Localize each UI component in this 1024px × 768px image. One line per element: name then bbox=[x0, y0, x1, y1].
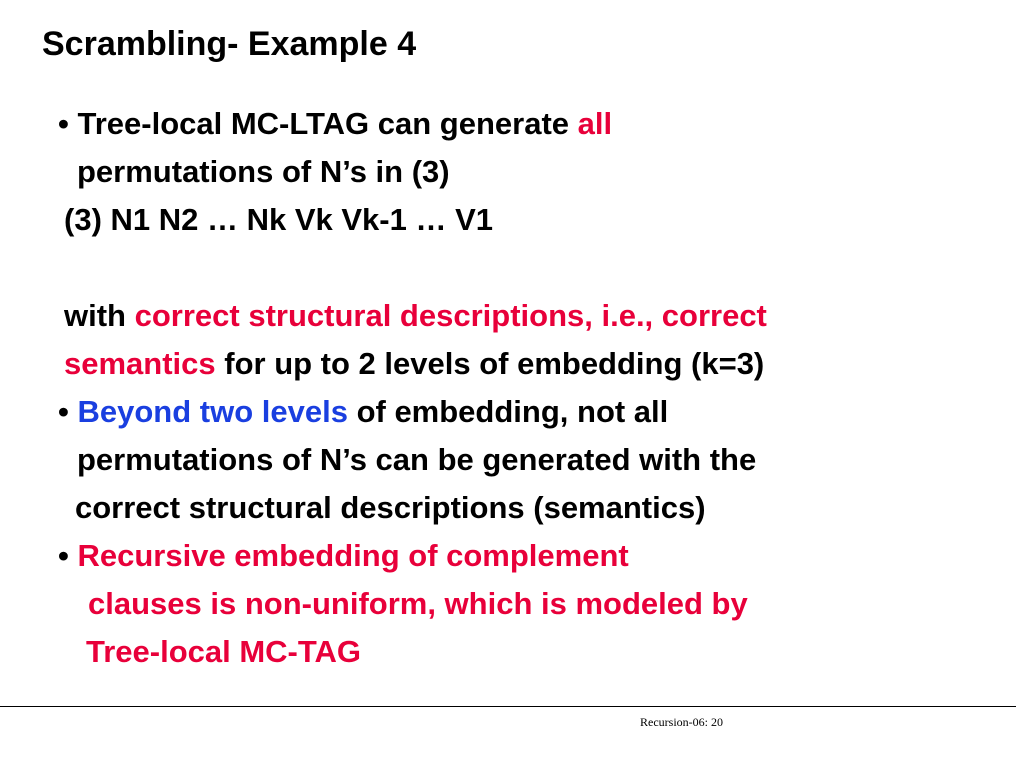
bullet-3-text: Recursive embedding of complement bbox=[77, 538, 629, 573]
bullet-2-line-3: correct structural descriptions (semantics) bbox=[75, 490, 706, 525]
highlight-semantics: semantics bbox=[64, 346, 216, 381]
bullet-2-line-1 bbox=[58, 392, 668, 432]
bullet-marker: • bbox=[58, 538, 69, 573]
with-line bbox=[64, 296, 767, 336]
highlight-all: all bbox=[577, 106, 613, 141]
bullet-2-text: of embedding, not all bbox=[347, 394, 669, 429]
bullet-3-line-2: clauses is non-uniform, which is modeled by bbox=[88, 586, 748, 621]
bullet-3-line-3: Tree-local MC-TAG bbox=[86, 634, 362, 669]
bullet-1-line-2: permutations of N’s in (3) bbox=[77, 154, 450, 189]
bullet-1-text: Tree-local MC-LTAG can generate bbox=[77, 106, 578, 141]
highlight-correct-structural: correct structural descriptions, i.e., correct bbox=[134, 298, 767, 333]
bullet-2-line-2: permutations of N’s can be generated with the bbox=[77, 442, 757, 477]
with-text: with bbox=[64, 298, 135, 333]
footer-divider bbox=[0, 706, 1016, 707]
embedding-levels-text: for up to 2 levels of embedding (k=3) bbox=[215, 346, 765, 381]
bullet-3-line-1 bbox=[58, 536, 629, 576]
bullet-marker: • bbox=[58, 106, 69, 141]
slide-title: Scrambling- Example 4 bbox=[42, 25, 417, 63]
example-sentence: (3) N1 N2 … Nk Vk Vk-1 … V1 bbox=[64, 202, 493, 237]
semantics-line bbox=[64, 344, 764, 384]
bullet-1-line-1 bbox=[58, 104, 612, 144]
footer-slide-label: Recursion-06: 20 bbox=[640, 715, 723, 729]
highlight-beyond-two-levels: Beyond two levels bbox=[77, 394, 348, 429]
bullet-marker: • bbox=[58, 394, 69, 429]
